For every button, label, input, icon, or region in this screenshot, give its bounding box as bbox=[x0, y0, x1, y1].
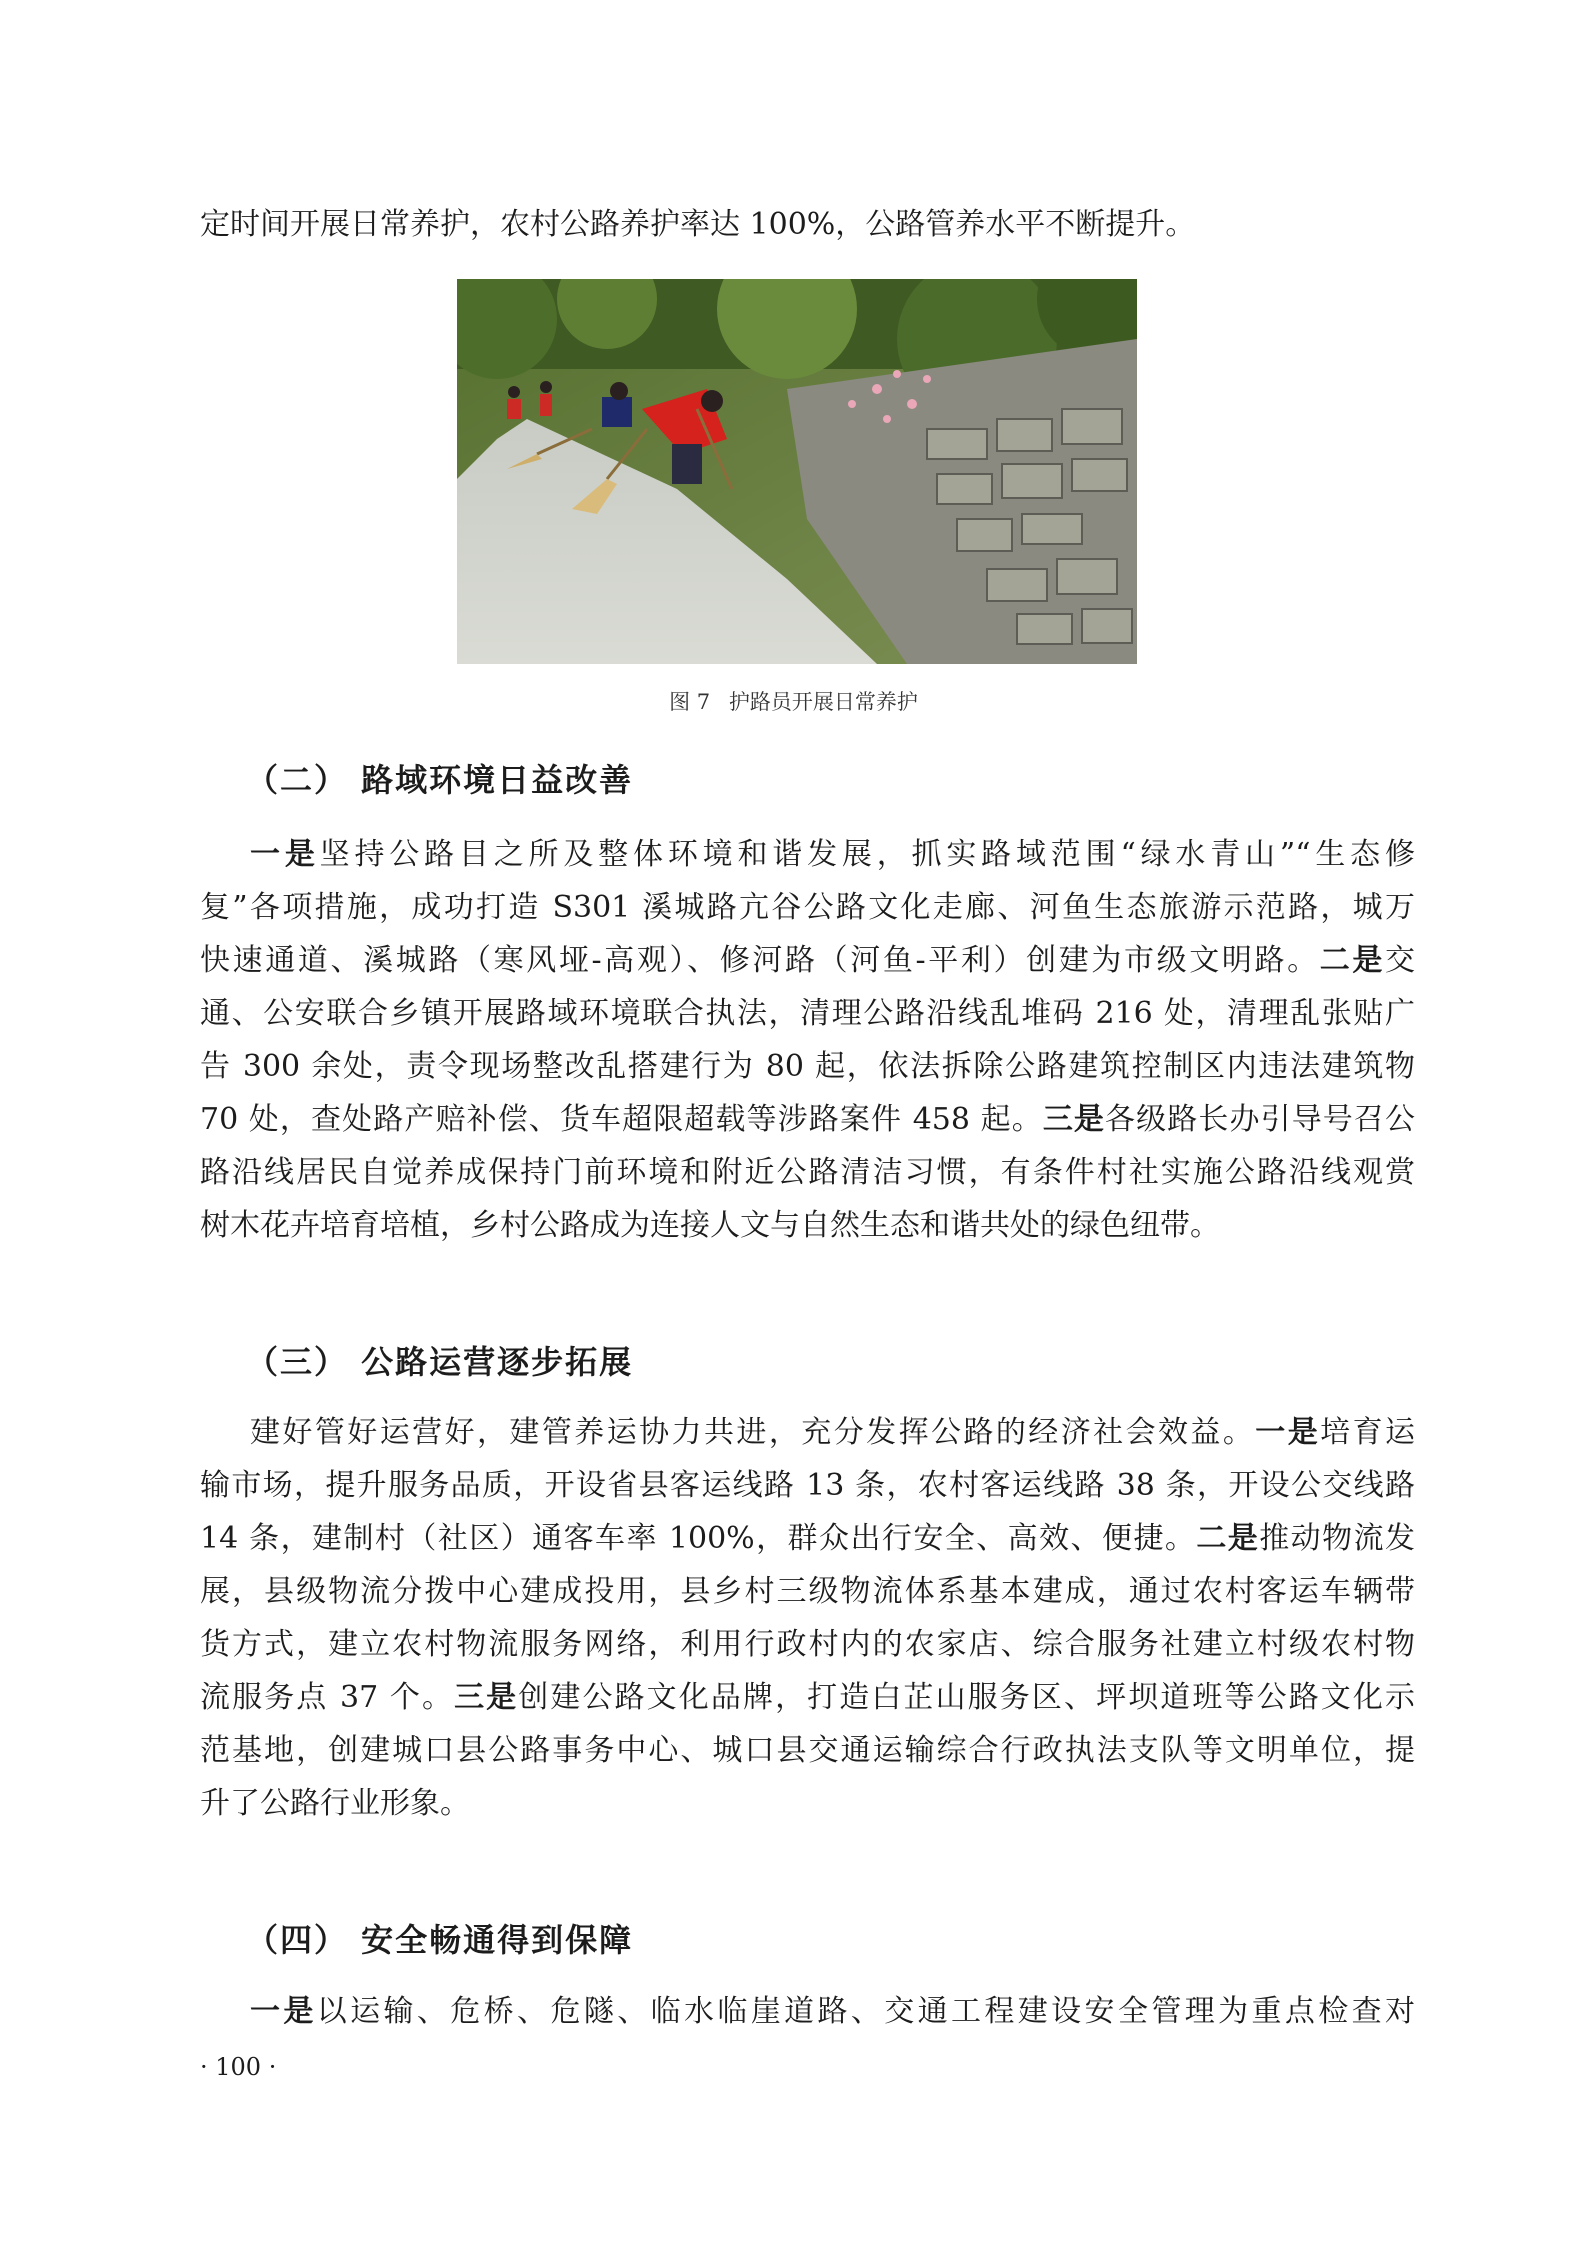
paragraph-line: 展，县级物流分拨中心建成投用，县乡村三级物流体系基本建成，通过农村客运车辆带 bbox=[200, 1574, 1415, 1609]
bold-lead: 三是 bbox=[1042, 1102, 1106, 1137]
bold-lead: 二是 bbox=[1319, 943, 1385, 978]
paragraph-line: 输市场，提升服务品质，开设省县客运线路 13 条，农村客运线路 38 条，开设公交线路 bbox=[200, 1468, 1415, 1503]
paragraph-line: 快速通道、溪城路（寒风垭-高观）、修河路（河鱼-平利）创建为市级文明路。二是交 bbox=[200, 943, 1415, 978]
bold-lead: 一是 bbox=[1255, 1415, 1321, 1450]
bold-lead: 三是 bbox=[454, 1680, 519, 1715]
paragraph-line: 复”各项措施，成功打造 S301 溪城路亢谷公路文化走廊、河鱼生态旅游示范路，城万 bbox=[200, 890, 1415, 925]
figure-caption bbox=[0, 688, 1587, 716]
paragraph-line: 流服务点 37 个。三是创建公路文化品牌，打造白芷山服务区、坪坝道班等公路文化示 bbox=[200, 1680, 1416, 1715]
figure-title: 护路员开展日常养护 bbox=[728, 690, 918, 714]
road-maintenance-photo bbox=[457, 279, 1137, 664]
paragraph-line: 货方式，建立农村物流服务网络，利用行政村内的农家店、综合服务社建立村级农村物 bbox=[200, 1627, 1415, 1662]
paragraph-line: 一是坚持公路目之所及整体环境和谐发展，抓实路域范围“绿水青山”“生态修 bbox=[250, 837, 1415, 872]
paragraph-line: 告 300 余处，责令现场整改乱搭建行为 80 起，依法拆除公路建筑控制区内违法建筑物 bbox=[200, 1049, 1415, 1084]
paragraph-line: 70 处，查处路产赔补偿、货车超限超载等涉路案件 458 起。三是各级路长办引导号召公 bbox=[200, 1102, 1416, 1137]
paragraph-line: 通、公安联合乡镇开展路域环境联合执法，清理公路沿线乱堆码 216 处，清理乱张贴广 bbox=[200, 996, 1415, 1031]
section-heading: （三） 公路运营逐步拓展 bbox=[246, 1343, 634, 1381]
section-heading: （四） 安全畅通得到保障 bbox=[246, 1921, 634, 1959]
bold-lead: 一是 bbox=[250, 837, 320, 872]
paragraph-line: 范基地，创建城口县公路事务中心、城口县交通运输综合行政执法支队等文明单位，提 bbox=[200, 1733, 1415, 1768]
bold-lead: 一是 bbox=[250, 1994, 317, 2029]
paragraph-line: 树木花卉培育培植，乡村公路成为连接人文与自然生态和谐共处的绿色纽带。 bbox=[200, 1208, 1220, 1243]
paragraph-line: 建好管好运营好，建管养运协力共进，充分发挥公路的经济社会效益。一是培育运 bbox=[250, 1415, 1416, 1450]
section-heading: （二） 路域环境日益改善 bbox=[246, 761, 634, 799]
paragraph-line: 升了公路行业形象。 bbox=[200, 1786, 470, 1821]
paragraph-line: 路沿线居民自觉养成保持门前环境和附近公路清洁习惯，有条件村社实施公路沿线观赏 bbox=[200, 1155, 1415, 1190]
figure-number: 图 7 bbox=[669, 690, 711, 714]
paragraph-line: 一是以运输、危桥、危隧、临水临崖道路、交通工程建设安全管理为重点检查对 bbox=[250, 1994, 1415, 2029]
page-number: · 100 · bbox=[200, 2053, 277, 2081]
intro-paragraph-line: 定时间开展日常养护，农村公路养护率达 100%，公路管养水平不断提升。 bbox=[200, 207, 1196, 242]
bold-lead: 二是 bbox=[1196, 1521, 1260, 1556]
paragraph-line: 14 条，建制村（社区）通客车率 100%，群众出行安全、高效、便捷。二是推动物流发 bbox=[200, 1521, 1416, 1556]
